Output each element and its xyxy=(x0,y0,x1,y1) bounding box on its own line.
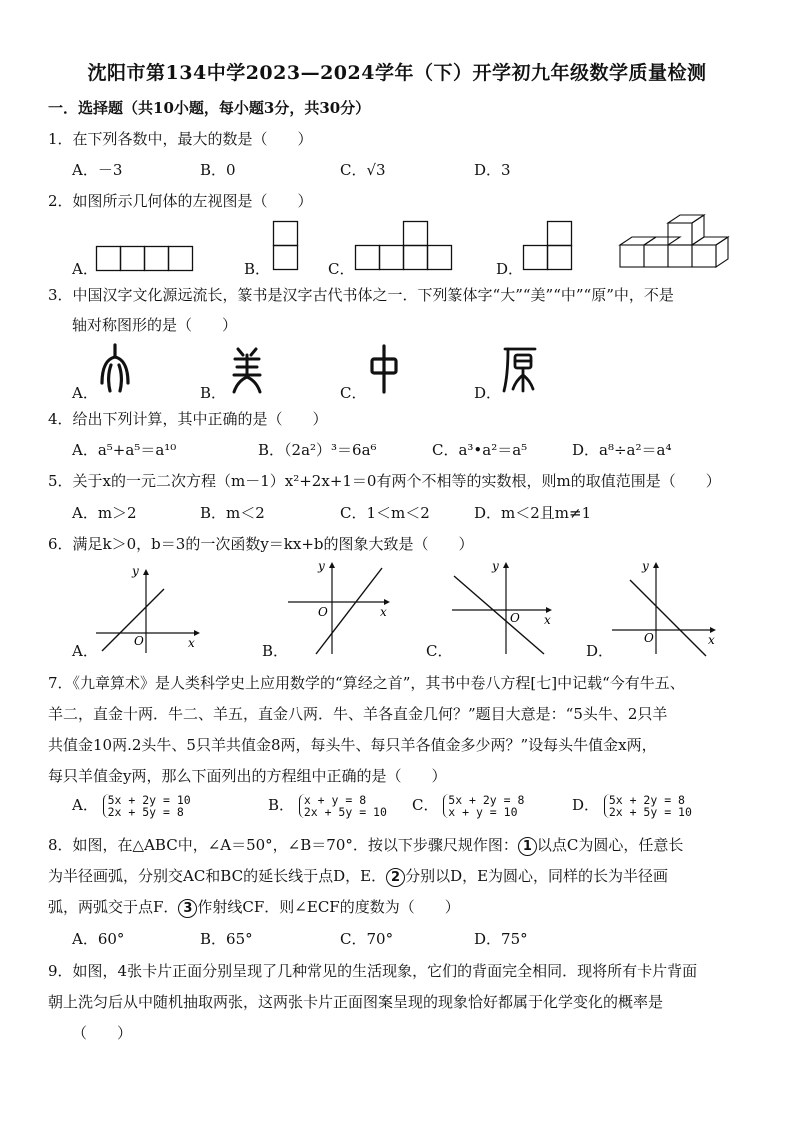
q1-option-a: A．－3 xyxy=(72,161,123,179)
q8-option-b: B．65° xyxy=(200,930,253,948)
question-9-line1: 9．如图，4张卡片正面分别呈现了几种常见的生活现象，它们的背面完全相同．现将所有卡片背面 xyxy=(48,962,698,980)
step-1-marker: 1 xyxy=(518,837,537,856)
q2-figure-b xyxy=(273,221,299,273)
q7-option-b: B． x + y = 8 2x + 5y = 10 xyxy=(268,793,387,819)
question-4: 4．给出下列计算，其中正确的是（ ） xyxy=(48,410,328,428)
q1-option-c: C．√3 xyxy=(340,161,386,179)
q6-graph-d xyxy=(610,558,720,658)
q3-option-c: C． xyxy=(340,384,367,402)
q2-option-b: B． xyxy=(244,260,271,278)
seal-glyph-mei xyxy=(230,346,264,394)
q2-option-c: C． xyxy=(328,260,355,278)
step-3-marker: 3 xyxy=(178,899,197,918)
q6c-origin: O xyxy=(510,611,520,625)
q6-option-c: C． xyxy=(426,642,453,660)
q6b-axis-x: x xyxy=(380,605,387,619)
q2-figure-d xyxy=(523,221,575,273)
page-title: 沈阳市第134中学2023—2024学年（下）开学初九年级数学质量检测 xyxy=(87,62,707,84)
q6a-origin: O xyxy=(134,634,144,648)
q4-option-b: B．（2a²）³＝6a⁶ xyxy=(258,441,377,459)
q6b-axis-y: y xyxy=(318,559,325,573)
q4-option-d: D．a⁸÷a²＝a⁴ xyxy=(572,441,672,459)
q7-option-c: C． 5x + 2y = 8 x + y = 10 xyxy=(412,793,525,819)
q6c-axis-x: x xyxy=(544,613,551,627)
q6-graph-c xyxy=(450,558,560,658)
q6d-origin: O xyxy=(644,631,654,645)
q6d-axis-y: y xyxy=(642,559,649,573)
seal-glyph-zhong xyxy=(369,344,399,394)
question-3-line1: 3．中国汉字文化源远流长，篆书是汉字古代书体之一．下列篆体字“大”“美”“中”“原”中，不是 xyxy=(48,286,674,304)
q6d-axis-x: x xyxy=(708,633,715,647)
section-heading: 一．选择题（共10小题，每小题3分，共30分） xyxy=(48,99,371,117)
q2-option-d: D． xyxy=(496,260,524,278)
q8-option-a: A．60° xyxy=(72,930,125,948)
q3-option-b: B． xyxy=(200,384,227,402)
question-7-line2: 羊二，直金十两．牛二、羊五，直金八两．牛、羊各直金几何？”题目大意是：“5头牛、2只羊 xyxy=(48,705,668,723)
q1-option-b: B．0 xyxy=(200,161,236,179)
q1-option-d: D．3 xyxy=(474,161,511,179)
q5-option-b: B．m＜2 xyxy=(200,504,265,522)
question-9-line2: 朝上洗匀后从中随机抽取两张，这两张卡片正面图案呈现的现象恰好都属于化学变化的概率是 xyxy=(48,993,664,1011)
q6a-axis-y: y xyxy=(132,564,139,578)
q6a-axis-x: x xyxy=(188,636,195,650)
q6-option-b: B． xyxy=(262,642,289,660)
q6-option-a: A． xyxy=(72,642,98,660)
q7-system-d: 5x + 2y = 8 2x + 5y = 10 xyxy=(604,794,692,818)
question-1: 1．在下列各数中，最大的数是（ ） xyxy=(48,130,313,148)
q2-solid-figure xyxy=(620,213,730,273)
question-8-line1: 8．如图，在△ABC中，∠A＝50°，∠B＝70°．按以下步骤尺规作图： 1 以点C为圆心，任意长 xyxy=(48,836,684,854)
seal-glyph-da xyxy=(98,343,132,395)
q4-option-a: A．a⁵+a⁵＝a¹⁰ xyxy=(72,441,177,459)
question-9-line3: （ ） xyxy=(72,1024,133,1042)
q4-option-c: C．a³•a²＝a⁵ xyxy=(432,441,528,459)
question-6: 6．满足k＞0，b＝3的一次函数y＝kx+b的图象大致是（ ） xyxy=(48,535,474,553)
seal-glyph-yuan xyxy=(502,345,538,395)
q2-figure-a xyxy=(96,246,196,272)
q3-option-a: A． xyxy=(72,384,98,402)
step-2-marker: 2 xyxy=(386,868,405,887)
q5-option-d: D．m＜2且m≠1 xyxy=(474,504,592,522)
q6b-origin: O xyxy=(318,605,328,619)
q7-option-d: D． 5x + 2y = 8 2x + 5y = 10 xyxy=(572,793,692,819)
q7-system-a: 5x + 2y = 10 2x + 5y = 8 xyxy=(103,794,191,818)
q6-graph-b xyxy=(286,558,396,658)
q6-graph-a xyxy=(92,565,202,657)
question-7-line1: 7．《九章算术》是人类科学史上应用数学的“算经之首”，其书中卷八方程[七]中记载“今有牛五、 xyxy=(48,674,685,692)
q2-option-a: A． xyxy=(72,260,98,278)
q5-option-a: A．m＞2 xyxy=(72,504,137,522)
question-7-line4: 每只羊值金y两，那么下面列出的方程组中正确的是（ ） xyxy=(48,767,447,785)
question-5: 5．关于x的一元二次方程（m－1）x²+2x+1＝0有两个不相等的实数根，则m的取值范围是（ ） xyxy=(48,472,721,490)
q6-option-d: D． xyxy=(586,642,614,660)
q7-option-a: A． 5x + 2y = 10 2x + 5y = 8 xyxy=(72,793,191,819)
q6c-axis-y: y xyxy=(492,559,499,573)
q3-option-d: D． xyxy=(474,384,502,402)
q5-option-c: C．1＜m＜2 xyxy=(340,504,430,522)
question-8-line3: 弧，两弧交于点F． 3 作射线CF．则∠ECF的度数为（ ） xyxy=(48,898,460,916)
question-7-line3: 共值金10两.2头牛、5只羊共值金8两，每头牛、每只羊各值金多少两？”设每头牛值金x两， xyxy=(48,736,657,754)
q7-system-b: x + y = 8 2x + 5y = 10 xyxy=(299,794,387,818)
q2-figure-c xyxy=(355,221,455,273)
q8-option-c: C．70° xyxy=(340,930,394,948)
q7-system-c: 5x + 2y = 8 x + y = 10 xyxy=(443,794,524,818)
question-8-line2: 为半径画弧，分别交AC和BC的延长线于点D，E． 2 分别以D，E为圆心，同样的长为半径画 xyxy=(48,867,669,885)
question-3-line2: 轴对称图形的是（ ） xyxy=(72,316,238,334)
q8-option-d: D．75° xyxy=(474,930,528,948)
question-2: 2．如图所示几何体的左视图是（ ） xyxy=(48,192,313,210)
